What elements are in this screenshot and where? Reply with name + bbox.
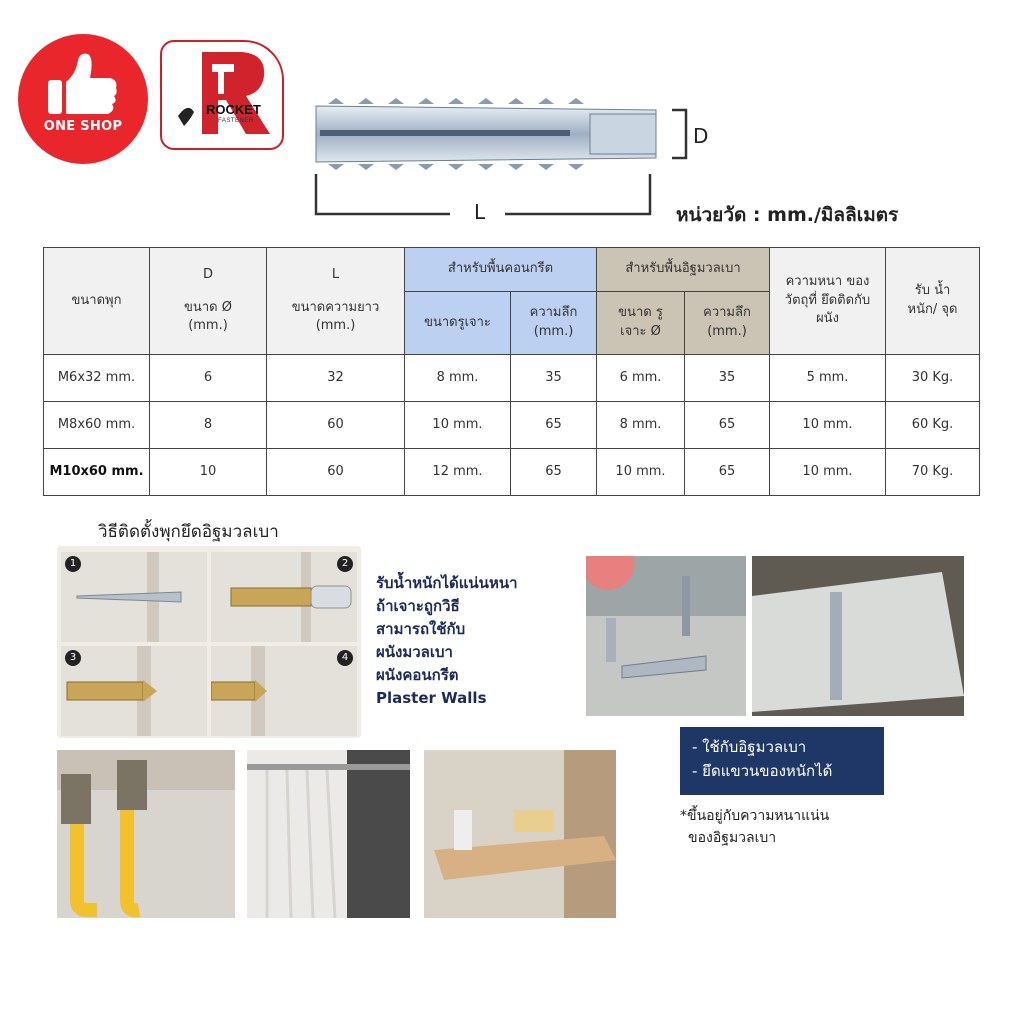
install-step [61,552,207,642]
anchor-dimension-drawing [300,96,720,226]
header-l [267,248,405,355]
screw-icon [61,646,207,736]
cell-d: 6 [150,355,267,402]
cell-size: M10x60 mm. [44,449,150,496]
fixed-anchor-icon [211,646,357,736]
cell-d: 10 [150,449,267,496]
header-aac-depth: ความลึก (mm.) [685,292,770,355]
install-step [211,552,357,642]
cell-aac-hole: 10 mm. [597,449,685,496]
cell-aac-depth: 35 [685,355,770,402]
curtain-photo [247,750,410,918]
install-step [61,646,207,736]
anchor-in-aac-photo [752,556,964,716]
install-title: วิธีติดตั้งพุกยึดอิฐมวลเบา [98,522,279,542]
cell-thickness: 5 mm. [770,355,886,402]
cell-aac-depth: 65 [685,449,770,496]
header-size: ขนาดพุก [44,248,150,355]
benefit-item: ผนังมวลเบา [376,643,453,661]
cell-concrete-depth: 65 [511,402,597,449]
note-line: - ยึดแขวนของหนักได้ [692,762,833,780]
cell-concrete-depth: 65 [511,449,597,496]
cell-aac-hole: 8 mm. [597,402,685,449]
dimension-d-label: D [693,124,709,148]
note-box [680,727,884,795]
install-step [211,646,357,736]
cell-concrete-hole: 8 mm. [405,355,511,402]
plastic-anchor-image [316,98,656,170]
benefit-item: Plaster Walls [376,689,487,707]
step-number: 4 [337,650,353,666]
footnote-line: ของอิฐมวลเบา [688,830,777,846]
cell-size: M6x32 mm. [44,355,150,402]
dimension-l-label: L [474,200,486,224]
note-line: - ใช้กับอิฐมวลเบา [692,738,807,756]
header-concrete-group: สำหรับพื้นคอนกรีต [405,248,597,292]
cell-l: 60 [267,402,405,449]
benefit-item: สามารถใช้กับ [376,620,466,638]
benefit-item: ถ้าเจาะถูกวิธี [376,597,460,615]
header-aac-group: สำหรับพื้นอิฐมวลเบา [597,248,770,292]
cell-concrete-hole: 10 mm. [405,402,511,449]
grab-bar-photo [57,750,235,918]
install-steps-panel [57,546,361,738]
table-row [44,355,980,402]
grab-bar-image [57,750,235,918]
step-number: 2 [337,556,353,572]
one-shop-text: ONE SHOP [43,119,123,134]
unit-label: หน่วยวัด : mm./มิลลิเมตร [676,204,899,226]
footnote-line: *ขึ้นอยู่กับความหนาแน่น [680,808,830,824]
anchors-on-block-image [586,556,746,716]
cell-concrete-hole: 12 mm. [405,449,511,496]
rocket-r-icon [162,42,286,152]
drill-bit-icon [61,552,207,642]
header-d [150,248,267,355]
header-concrete-hole: ขนาดรูเจาะ [405,292,511,355]
step-number: 1 [65,556,81,572]
header-aac-hole: ขนาด รูเจาะ Ø [597,292,685,355]
cell-aac-depth: 65 [685,402,770,449]
one-shop-logo [18,34,148,164]
cell-d: 8 [150,402,267,449]
anchor-insert-icon [211,552,357,642]
cell-l: 60 [267,449,405,496]
cell-load: 70 Kg. [886,449,980,496]
table-row [44,402,980,449]
header-d-top: D [202,266,213,282]
wall-shelf-photo [424,750,616,918]
cell-l: 32 [267,355,405,402]
cell-load: 30 Kg. [886,355,980,402]
rocket-logo [160,40,284,150]
cell-aac-hole: 6 mm. [597,355,685,402]
cell-load: 60 Kg. [886,402,980,449]
step-number: 3 [65,650,81,666]
header-load: รับ น้ำหนัก/ จุด [886,248,980,355]
anchors-on-block-photo [586,556,746,716]
anchor-in-aac-image [752,556,964,716]
wall-shelf-image [424,750,616,918]
footnote [680,805,910,849]
header-l-bottom: ขนาดความยาว (mm.) [291,299,380,334]
cell-thickness: 10 mm. [770,402,886,449]
header-thickness: ความหนา ของวัตถุที่ ยึดติดกับผนัง [770,248,886,355]
rocket-brand-sub: FASTENER [218,118,254,124]
curtain-image [247,750,410,918]
cell-thickness: 10 mm. [770,449,886,496]
benefit-item: ผนังคอนกรีต [376,666,459,684]
header-concrete-depth: ความลึก (mm.) [511,292,597,355]
spec-table [43,247,980,496]
thumbs-up-icon [18,34,148,164]
header-l-top: L [331,266,340,282]
benefit-item: รับน้ำหนักได้แน่นหนา [376,574,518,592]
table-row [44,449,980,496]
benefit-list [376,572,576,710]
cell-size: M8x60 mm. [44,402,150,449]
header-d-bottom: ขนาด Ø (mm.) [184,299,232,334]
cell-concrete-depth: 35 [511,355,597,402]
rocket-brand-name: ROCKET [206,102,261,117]
